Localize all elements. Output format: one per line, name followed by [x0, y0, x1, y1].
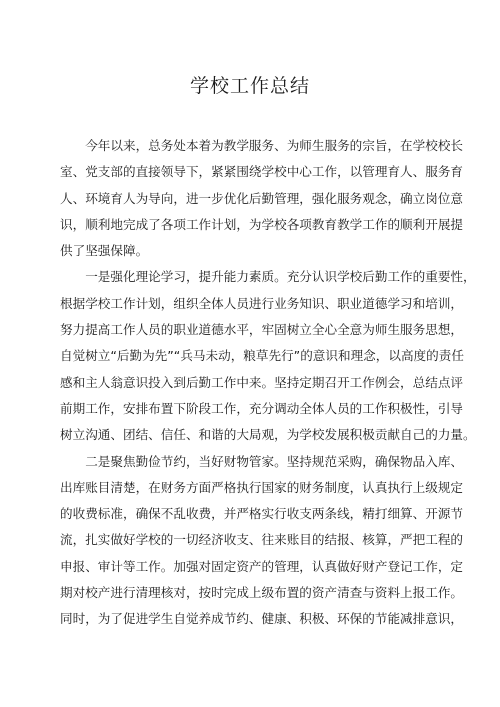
text-line: 自觉树立“后勤为先”“兵马未动，粮草先行”的意识和理念，以高度的责任 [60, 348, 464, 364]
paragraph-theory-study [60, 264, 476, 448]
text-line: 流，扎实做好学校的一切经济收支、往来账目的结报、核算，严把工程的 [60, 532, 463, 548]
text-line: 识，顺利地完成了各项工作计划，为学校各项教育教学工作的顺利开展提 [60, 216, 463, 232]
text-line: 前期工作，安排布置下阶段工作，充分调动全体人员的工作积极性，引导 [60, 400, 463, 416]
text-line: 二是聚焦勤俭节约，当好财物管家。坚持规范采购，确保物品入库、 [85, 453, 463, 469]
paragraph-thrift-management [60, 449, 463, 633]
text-line: 申报、审计等工作。加强对固定资产的管理，认真做好财产登记工作，定 [60, 558, 463, 574]
text-line: 同时，为了促进学生自觉养成节约、健康、积极、环保的节能减排意识， [60, 611, 463, 627]
paragraph-intro [60, 133, 463, 264]
text-line: 出库账目清楚，在财务方面严格执行国家的财务制度，认真执行上级规定 [60, 479, 463, 495]
text-line: 供了坚强保障。 [60, 243, 149, 259]
document-body [60, 133, 476, 633]
document-title: 学校工作总结 [189, 75, 310, 97]
text-line: 的收费标准，确保不乱收费，并严格实行收支两条线，精打细算、开源节 [60, 506, 463, 522]
text-line: 今年以来，总务处本着为教学服务、为师生服务的宗旨，在学校校长 [85, 138, 463, 153]
text-line: 感和主人翁意识投入到后勤工作中来。坚持定期召开工作例会，总结点评 [60, 374, 463, 390]
text-line: 树立沟通、团结、信任、和谐的大局观，为学校发展积极贡献自己的力量。 [60, 427, 476, 443]
text-line: 人、环境育人为导向，进一步优化后勤管理，强化服务观念，确立岗位意 [60, 190, 463, 206]
text-line: 根据学校工作计划，组织全体人员进行业务知识、职业道德学习和培训， [60, 295, 463, 311]
text-line: 努力提高工作人员的职业道德水平，牢固树立全心全意为师生服务思想， [60, 322, 463, 338]
text-line: 一是强化理论学习，提升能力素质。充分认识学校后勤工作的重要性， [85, 269, 476, 285]
text-line: 室、党支部的直接领导下，紧紧围绕学校中心工作，以管理育人、服务育 [60, 164, 463, 180]
text-line: 期对校产进行清理核对，按时完成上级布置的资产清查与资料上报工作。 [60, 585, 463, 601]
